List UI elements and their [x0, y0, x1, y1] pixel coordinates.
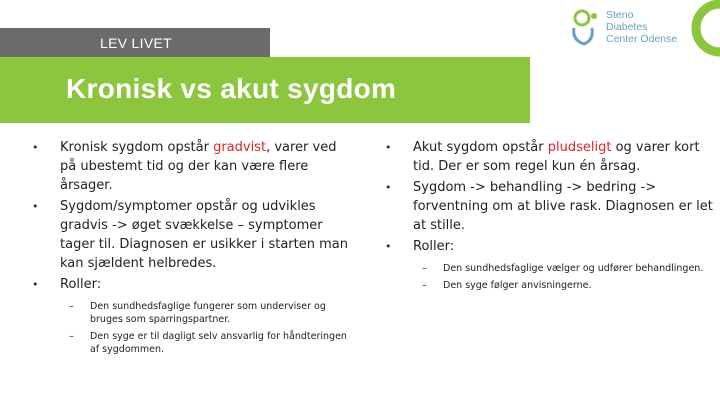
list-item — [383, 178, 713, 235]
right-column — [383, 138, 713, 296]
list-item — [30, 275, 350, 356]
list-item — [383, 237, 713, 292]
bullet-dot: • — [32, 200, 39, 213]
roles-label: Roller: — [60, 277, 102, 292]
corner-arc-icon — [670, 0, 720, 60]
logo-mark-icon — [568, 6, 608, 48]
text-segment: Sygdom -> behandling -> bedring -> forventning om at blive rask. Diagnosen er let at stille. — [413, 180, 713, 233]
sub-list-item — [60, 330, 350, 356]
logo-line-1: Steno — [606, 9, 634, 21]
page-title: Kronisk vs akut sygdom — [66, 73, 397, 104]
text-segment: Den sundhedsfaglige fungerer som underviser og bruges som sparringspartner. — [90, 301, 326, 325]
text-segment: og varer kort tid. Der er som regel kun én årsag. — [413, 140, 700, 174]
dash-marker: – — [69, 331, 74, 342]
text-segment: Den syge er til dagligt selv ansvarlig for håndteringen af sygdommen. — [90, 331, 347, 355]
left-column — [30, 138, 350, 360]
logo-line-2: Diabetes — [606, 21, 648, 33]
section-bar — [0, 28, 270, 57]
sub-list-item — [413, 262, 713, 275]
list-item — [30, 138, 350, 195]
dash-marker: – — [422, 263, 427, 274]
highlight-word: pludseligt — [547, 140, 612, 155]
text-segment: Sygdom/symptomer opstår og udvikles gradvis -> øget svækkelse – symptomer tager til. Diagnosen er usikker i starten man kan sjældent helbredes. — [60, 199, 348, 271]
text-segment: Den syge følger anvisningerne. — [443, 280, 592, 291]
dash-marker: – — [69, 301, 74, 312]
bullet-dot: • — [32, 278, 39, 291]
text-segment: Akut sygdom opstår — [413, 140, 548, 155]
roles-label: Roller: — [413, 239, 455, 254]
highlight-word: gradvist — [213, 140, 267, 155]
list-item — [383, 138, 713, 176]
text-segment: Den sundhedsfaglige vælger og udfører behandlingen. — [443, 263, 704, 274]
title-bar — [0, 57, 530, 123]
sub-list-item — [60, 300, 350, 326]
dash-marker: – — [422, 280, 427, 291]
bullet-dot: • — [385, 181, 392, 194]
bullet-dot: • — [32, 141, 39, 154]
list-item — [30, 197, 350, 273]
logo-line-3: Center Odense — [606, 33, 678, 45]
bullet-dot: • — [385, 240, 392, 253]
text-segment: Kronisk sygdom opstår — [60, 140, 214, 155]
text-segment: , varer ved på ubestemt tid og der kan være flere årsager. — [60, 140, 337, 193]
section-label: LEV LIVET — [100, 35, 172, 51]
bullet-dot: • — [385, 141, 392, 154]
sub-list-item — [413, 279, 713, 292]
